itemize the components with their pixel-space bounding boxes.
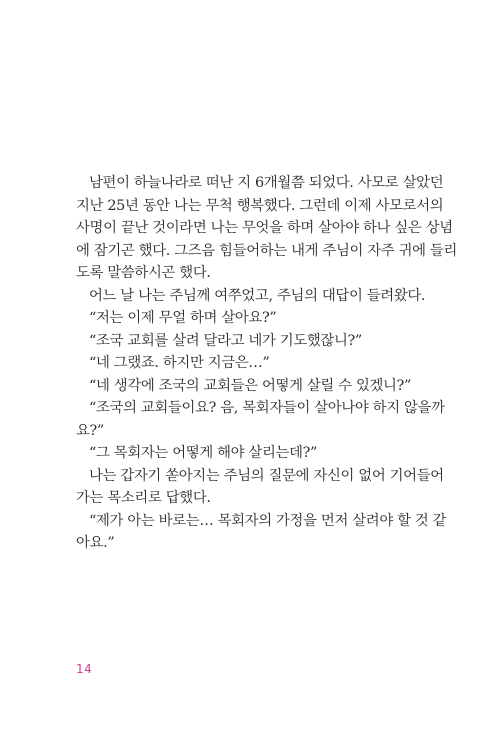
text-line: “네 생각에 조국의 교회들은 어떻게 살릴 수 있겠니?” (89, 377, 411, 394)
text-line: “제가 아는 바로는… 목회자의 가정을 먼저 살려야 할 것 같 (89, 512, 447, 529)
text-line: 지난 25년 동안 나는 무척 행복했다. 그런데 이제 사모로서의 (76, 197, 444, 214)
text-line: “조국 교회를 살려 달라고 네가 기도했잖니?” (89, 332, 362, 349)
text-line: “조국의 교회들이요? 음, 목회자들이 살아나야 하지 않을까 (89, 400, 445, 416)
text-line: 어느 날 나는 주님께 여쭈었고, 주님의 대답이 들려왔다. (89, 287, 426, 304)
body-text (76, 172, 458, 555)
text-line: 사명이 끝난 것이라면 나는 무엇을 하며 살아야 하나 싶은 상념 (76, 220, 453, 236)
text-line: 에 잠기곤 했다. 그즈음 힘들어하는 내게 주님이 자주 귀에 들리 (76, 242, 458, 259)
page-number: 14 (76, 662, 93, 676)
text-line: 나는 갑자기 쏟아지는 주님의 질문에 자신이 없어 기어들어 (89, 467, 444, 484)
text-line: “네 그랬죠. 하지만 지금은…” (89, 355, 270, 371)
text-line: 아요.” (76, 535, 115, 551)
text-line: “저는 이제 무얼 하며 살아요?” (89, 310, 277, 326)
text-line: 요?” (76, 422, 104, 439)
text-line: 가는 목소리로 답했다. (76, 490, 211, 506)
text-line: “그 목회자는 어떻게 해야 살리는데?” (89, 445, 317, 461)
text-line: 도록 말씀하시곤 했다. (76, 265, 211, 281)
text-line: 남편이 하늘나라로 떠난 지 6개월쯤 되었다. 사모로 살았던 (89, 175, 444, 191)
